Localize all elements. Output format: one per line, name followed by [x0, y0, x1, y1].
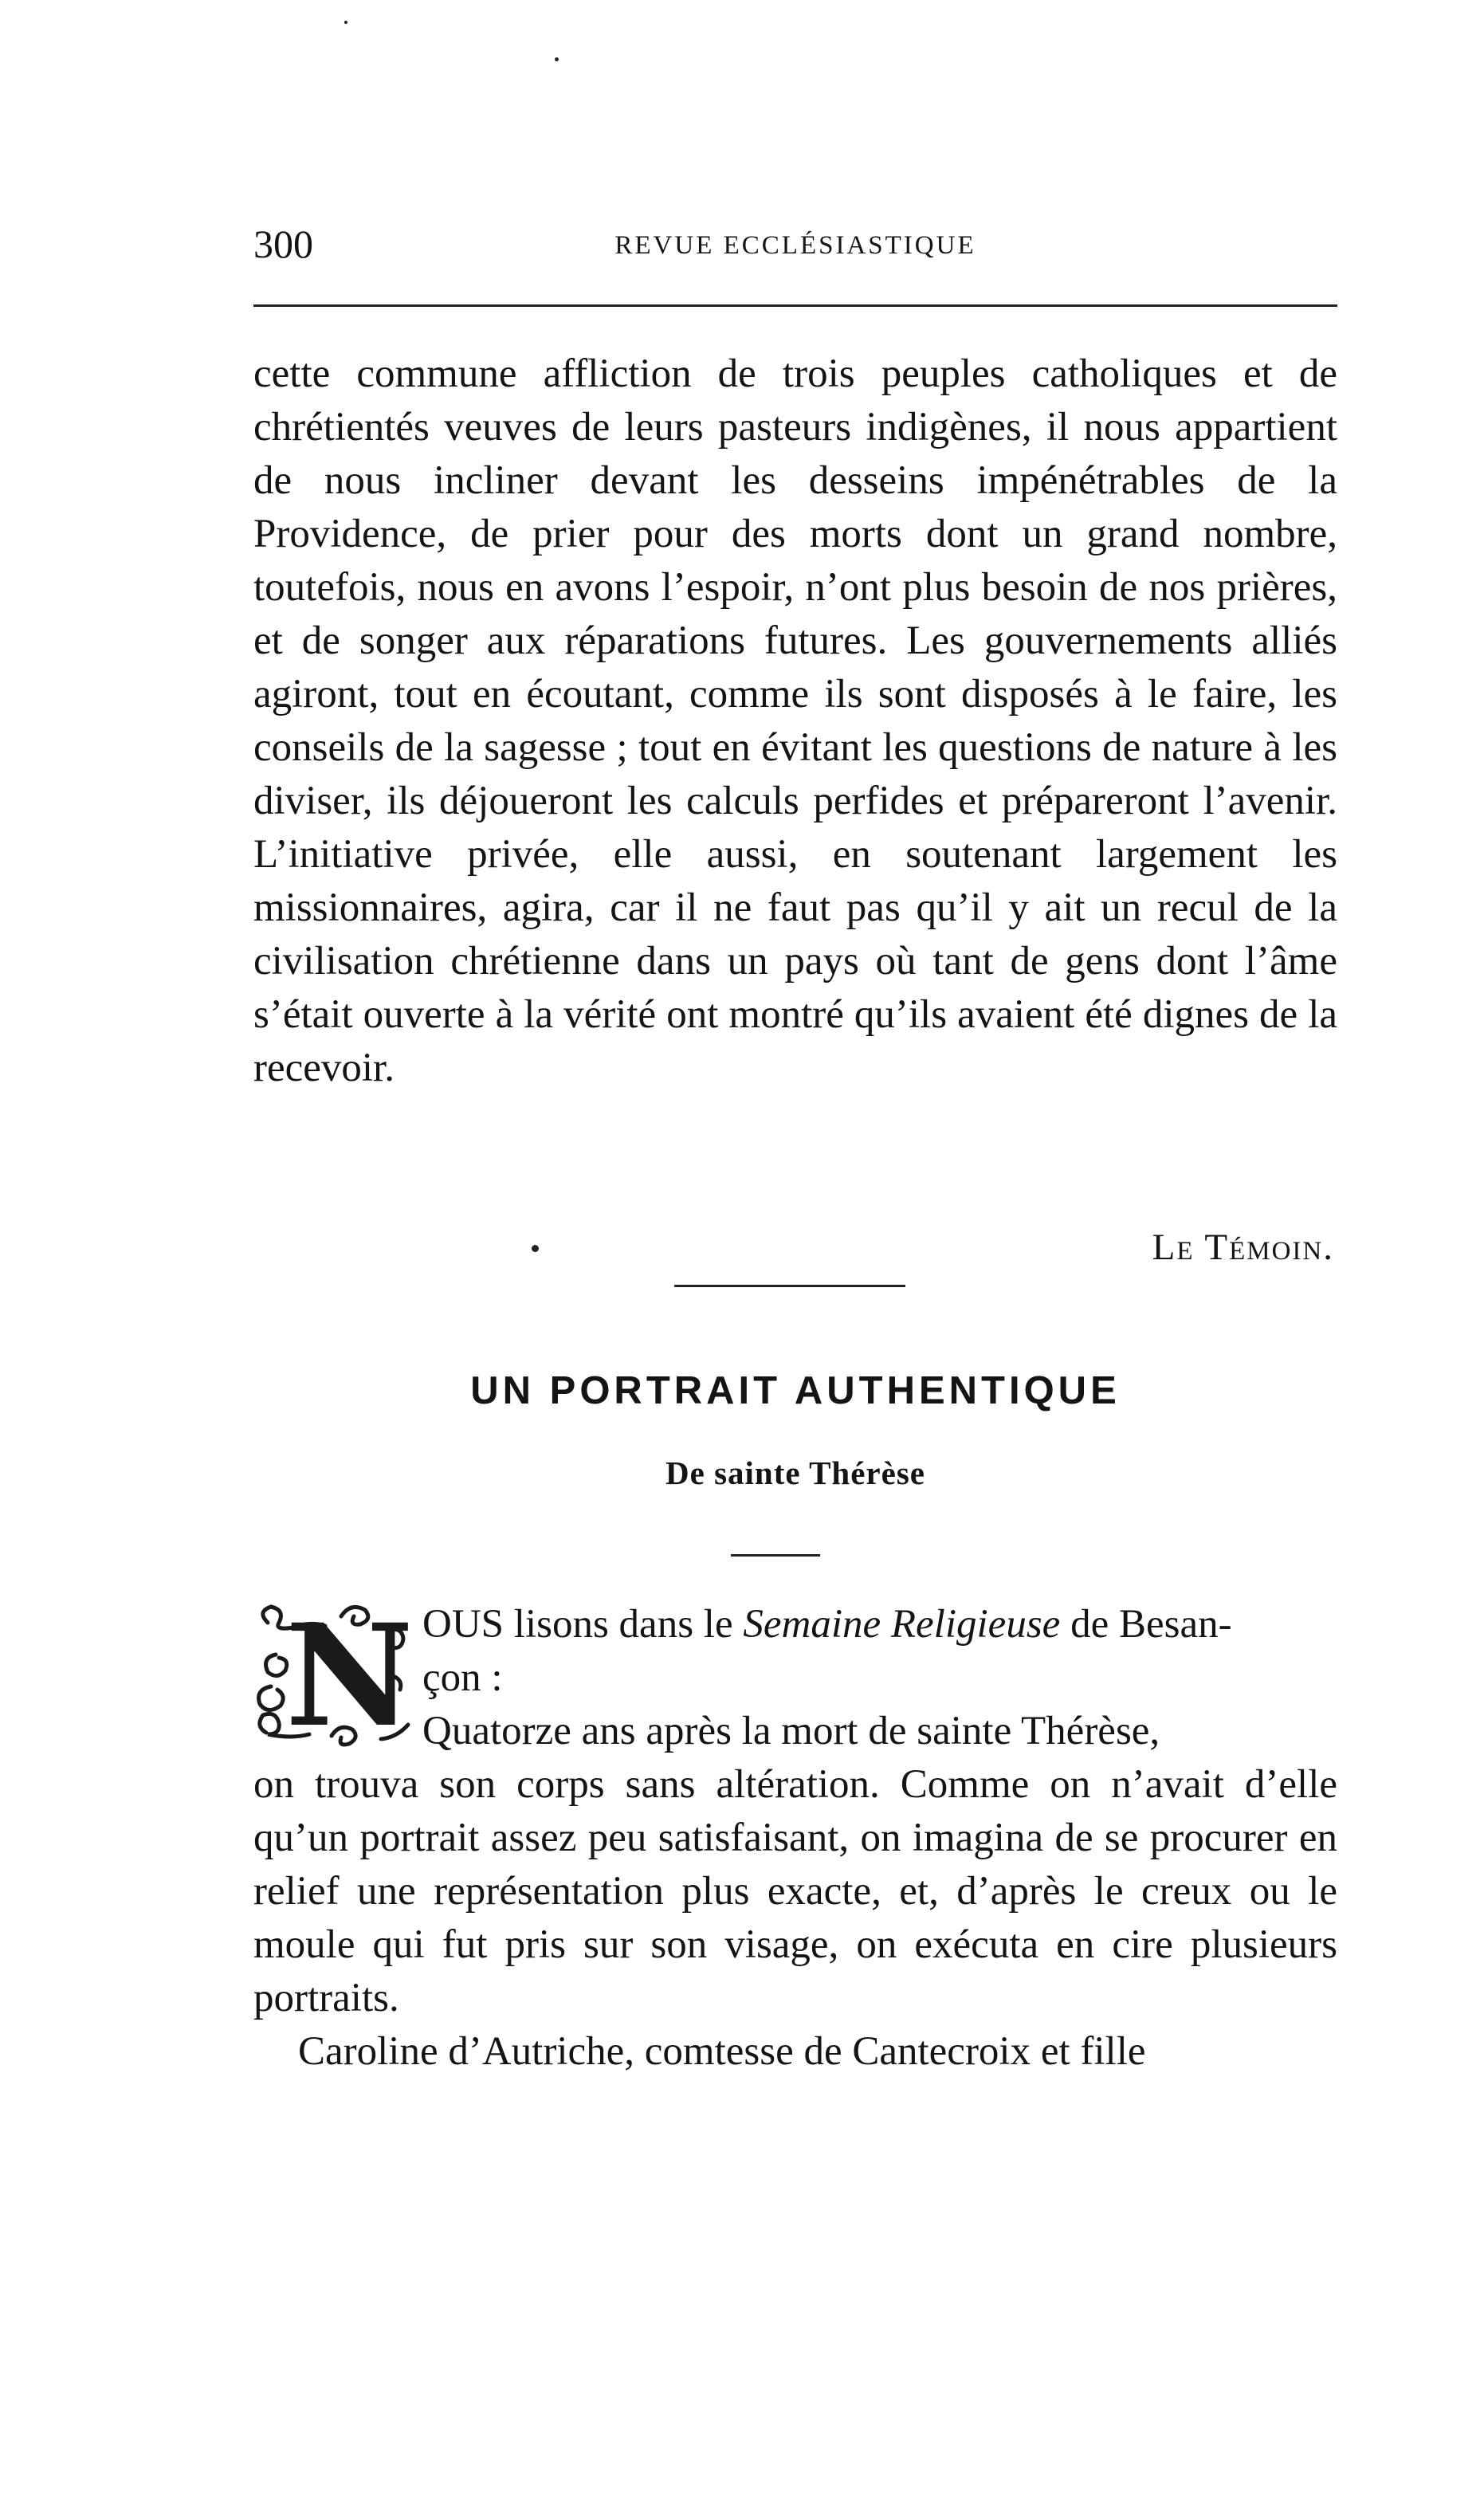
stray-dot — [555, 57, 559, 61]
stray-dot — [344, 21, 347, 24]
paragraph-body: on trouva son corps sans altération. Comme on n’avait d’elle qu’un portrait assez peu satisfaisant, on imagina de se procurer en relief une représentation plus exacte, et, d’après le creux ou le moule qui fut pris sur son visage, on exécuta en cire plusieurs portraits. — [253, 1762, 1337, 2020]
text-run: OUS lisons dans le — [422, 1602, 744, 1647]
section-divider — [674, 1285, 905, 1287]
drop-cap-letter: N — [285, 1593, 414, 1758]
article-subtitle: De sainte Thérèse — [665, 1455, 925, 1491]
header-rule — [253, 304, 1337, 307]
page-header — [253, 220, 1337, 268]
running-title: REVUE ECCLÉSIASTIQUE — [614, 231, 976, 260]
paragraph-third-line: Quatorze ans après la mort de sainte Thérèse, — [422, 1709, 1160, 1753]
body-paragraph: cette commune affliction de trois peuples catholiques et de chrétientés veuves de leurs pasteurs indigènes, il nous appartient de nous incliner devant les desseins impénétrables de la Providence, de prier pour des morts dont un grand nombre, toutefois, nous en avons l’espoir, n’ont plus besoin de nos prières, et de songer aux réparations futures. Les gouvernements alliés agiront, tout en écoutant, comme ils sont disposés à le faire, les conseils de la sagesse ; tout en évitant les questions de nature à les diviser, ils déjoueront les calculs perfides et prépareront l’avenir. L’initiative privée, elle aussi, en soutenant largement les missionnaires, agira, car il ne faut pas qu’il y ait un recul de la civilisation chrétienne dans un pays où tant de gens dont l’âme s’était ouverte à la vérité ont montré qu’ils avaient été dignes de la recevoir. — [253, 351, 1337, 1090]
short-divider — [731, 1554, 820, 1557]
stray-dot — [532, 1245, 539, 1252]
paragraph-second-line: çon : — [422, 1655, 503, 1700]
text-run: de Besan- — [1060, 1602, 1232, 1647]
publication-name: Semaine Religieuse — [743, 1602, 1061, 1647]
signature: Le Témoin. — [1152, 1227, 1334, 1268]
article-title: UN PORTRAIT AUTHENTIQUE — [470, 1369, 1121, 1412]
paragraph-first-line — [253, 1598, 1337, 1651]
page-number: 300 — [253, 222, 313, 266]
article-paragraph: Caroline d’Autriche, comtesse de Cantecroix et fille — [298, 2029, 1146, 2074]
article-paragraph — [253, 1593, 1337, 2025]
